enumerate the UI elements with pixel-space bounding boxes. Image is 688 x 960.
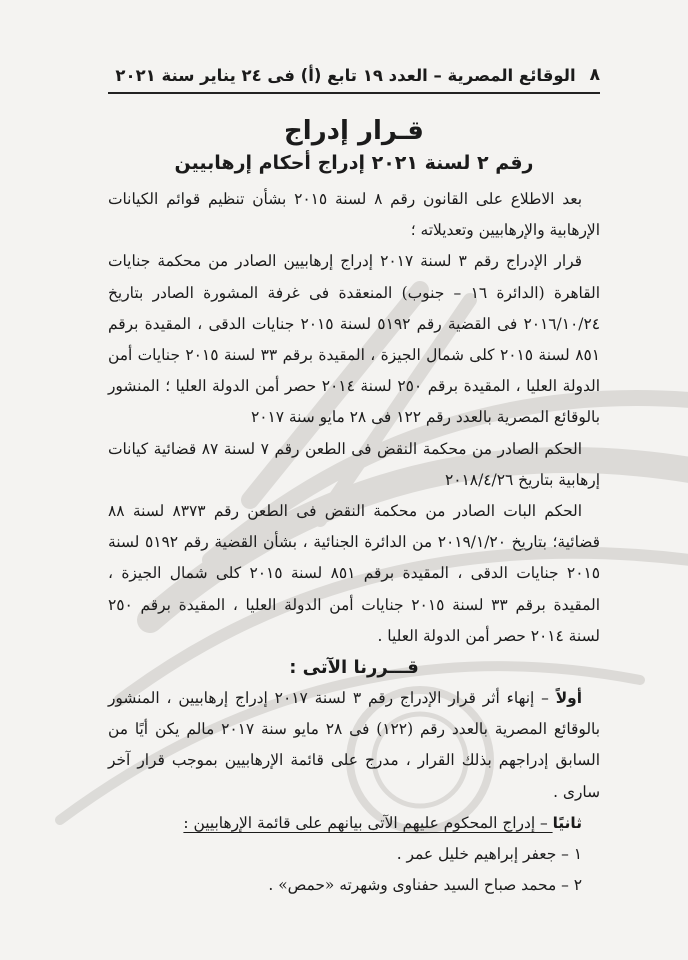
page-header: [108, 58, 600, 94]
article-label: أولاً: [555, 689, 583, 708]
preamble-paragraph: الحكم البات الصادر من محكمة النقض فى الطعن رقم ٨٣٧٣ لسنة ٨٨ قضائية؛ بتاريخ ٢٠١٩/١/٢٠ من الدائرة الجنائية ، بشأن القضية رقم ٥١٩٢ لسنة ٢٠١٥ جنايات الدقى ، المقيدة برقم ٨٥١ لسنة ٢٠١٥ كلى شمال الجيزة ، المقيدة برقم ٣٣ لسنة ٢٠١٥ جنايات أمن الدولة العليا ، المقيدة برقم ٢٥٠ لسنة ٢٠١٤ حصر أمن الدولة العليا .: [108, 502, 600, 645]
article-second: [108, 808, 600, 839]
document-title: قـرار إدراج: [284, 116, 424, 146]
page-number: ٨: [589, 65, 600, 85]
decision-heading: قـــررنا الآتى :: [289, 657, 419, 679]
article-text: – إنهاء أثر قرار الإدراج رقم ٣ لسنة ٢٠١٧ إدراج إرهابيين ، المنشور بالوقائع المصرية بالعدد رقم (١٢٢) فى ٢٨ مايو سنة ٢٠١٧ مالم يكن أيًا من السابق إدراجهم بذلك القرار ، مدرج على قائمة الإرهابيين بموجب قرار آخر سارى .: [108, 689, 600, 801]
article-first: [108, 683, 600, 808]
article-text: – إدراج المحكوم عليهم الآتى بيانهم على قائمة الإرهابيين :: [183, 813, 553, 832]
publication-line: الوقائع المصرية – العدد ١٩ تابع (أ) فى ٢٤ يناير سنة ٢٠٢١: [115, 65, 576, 85]
article-label: ثانيًا: [552, 813, 582, 832]
document-subtitle: رقم ٢ لسنة ٢٠٢١ إدراج أحكام إرهابيين: [174, 152, 534, 174]
preamble-paragraph: الحكم الصادر من محكمة النقض فى الطعن رقم ٧ لسنة ٨٧ قضائية كيانات إرهابية بتاريخ ٢٠١٨/٤/٢٦: [108, 439, 600, 489]
preamble-paragraph: قرار الإدراج رقم ٣ لسنة ٢٠١٧ إدراج إرهابيين الصادر من محكمة جنايات القاهرة (الدائرة ١٦ – جنوب) المنعقدة فى غرفة المشورة الصادر بتاريخ ٢٠١٦/١٠/٢٤ فى القضية رقم ٥١٩٢ لسنة ٢٠١٥ جنايات الدقى ، المقيدة برقم ٨٥١ لسنة ٢٠١٥ كلى شمال الجيزة ، المقيدة برقم ٣٣ لسنة ٢٠١٥ جنايات أمن الدولة العليا ، المقيدة برقم ٢٥٠ لسنة ٢٠١٤ حصر أمن الدولة العليا ؛ المنشور بالوقائع المصرية بالعدد رقم ١٢٢ فى ٢٨ مايو سنة ٢٠١٧: [108, 252, 601, 427]
person-list-item: ١ – جعفر إبراهيم خليل عمر .: [396, 845, 582, 864]
document-body: [108, 184, 600, 901]
person-list-item: ٢ – محمد صباح السيد حفناوى وشهرته «حمص» .: [268, 876, 582, 895]
preamble-paragraph: بعد الاطلاع على القانون رقم ٨ لسنة ٢٠١٥ بشأن تنظيم قوائم الكيانات الإرهابية والإرهابيين وتعديلاته ؛: [108, 190, 600, 240]
